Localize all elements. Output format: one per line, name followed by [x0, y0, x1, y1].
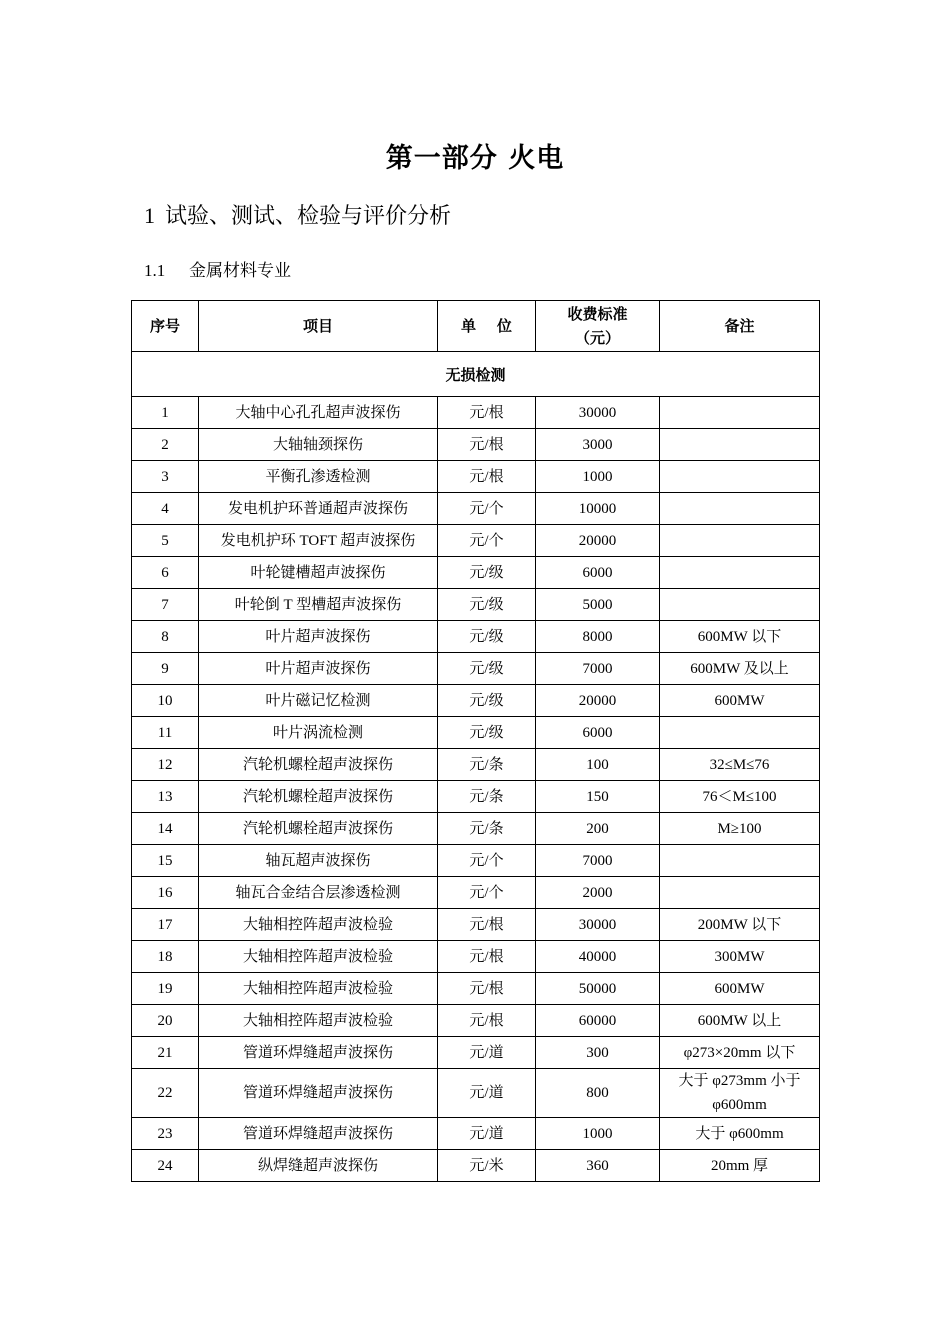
- cell-note: [660, 589, 820, 621]
- cell-no: 14: [132, 813, 199, 845]
- table-row: [132, 1118, 820, 1150]
- cell-note: 600MW 以下: [660, 621, 820, 653]
- table-header-row: [132, 301, 820, 352]
- cell-no: 18: [132, 941, 199, 973]
- category-row: [132, 352, 820, 397]
- cell-note: [660, 877, 820, 909]
- table-row: [132, 877, 820, 909]
- table-row: [132, 717, 820, 749]
- cell-fee: 60000: [536, 1005, 660, 1037]
- cell-no: 16: [132, 877, 199, 909]
- cell-unit: 元/根: [438, 941, 536, 973]
- header-no: 序号: [132, 301, 199, 352]
- cell-fee: 30000: [536, 909, 660, 941]
- cell-no: 10: [132, 685, 199, 717]
- cell-note: 32≤M≤76: [660, 749, 820, 781]
- cell-note: [660, 557, 820, 589]
- cell-unit: 元/根: [438, 973, 536, 1005]
- cell-unit: 元/个: [438, 493, 536, 525]
- table-row: [132, 685, 820, 717]
- cell-item: 叶轮键槽超声波探伤: [199, 557, 438, 589]
- cell-unit: 元/个: [438, 525, 536, 557]
- cell-item: 汽轮机螺栓超声波探伤: [199, 749, 438, 781]
- cell-item: 轴瓦超声波探伤: [199, 845, 438, 877]
- cell-fee: 6000: [536, 557, 660, 589]
- cell-note: 300MW: [660, 941, 820, 973]
- cell-note: M≥100: [660, 813, 820, 845]
- cell-no: 2: [132, 429, 199, 461]
- cell-note: [660, 845, 820, 877]
- cell-fee: 7000: [536, 845, 660, 877]
- cell-fee: 2000: [536, 877, 660, 909]
- cell-no: 11: [132, 717, 199, 749]
- cell-fee: 5000: [536, 589, 660, 621]
- cell-fee: 1000: [536, 461, 660, 493]
- cell-no: 13: [132, 781, 199, 813]
- cell-no: 21: [132, 1037, 199, 1069]
- table-row: [132, 1069, 820, 1118]
- cell-unit: 元/根: [438, 909, 536, 941]
- cell-item: 纵焊缝超声波探伤: [199, 1150, 438, 1182]
- cell-note: 600MW 以上: [660, 1005, 820, 1037]
- cell-no: 24: [132, 1150, 199, 1182]
- cell-note: [660, 717, 820, 749]
- cell-unit: 元/级: [438, 717, 536, 749]
- cell-unit: 元/条: [438, 813, 536, 845]
- cell-note: φ273×20mm 以下: [660, 1037, 820, 1069]
- cell-item: 轴瓦合金结合层渗透检测: [199, 877, 438, 909]
- cell-unit: 元/根: [438, 461, 536, 493]
- cell-fee: 20000: [536, 525, 660, 557]
- cell-no: 23: [132, 1118, 199, 1150]
- cell-fee: 40000: [536, 941, 660, 973]
- cell-fee: 6000: [536, 717, 660, 749]
- cell-unit: 元/级: [438, 557, 536, 589]
- cell-item: 叶片超声波探伤: [199, 621, 438, 653]
- cell-note: [660, 397, 820, 429]
- table-row: [132, 589, 820, 621]
- cell-no: 15: [132, 845, 199, 877]
- cell-fee: 150: [536, 781, 660, 813]
- cell-note: 600MW 及以上: [660, 653, 820, 685]
- cell-unit: 元/条: [438, 749, 536, 781]
- cell-note: [660, 461, 820, 493]
- cell-note: 大于 φ600mm: [660, 1118, 820, 1150]
- cell-item: 大轴轴颈探伤: [199, 429, 438, 461]
- cell-unit: 元/级: [438, 621, 536, 653]
- cell-unit: 元/道: [438, 1069, 536, 1118]
- table-row: [132, 941, 820, 973]
- table-row: [132, 1150, 820, 1182]
- cell-unit: 元/级: [438, 653, 536, 685]
- table-row: [132, 429, 820, 461]
- header-fee: 收费标准（元）: [536, 301, 660, 352]
- cell-no: 5: [132, 525, 199, 557]
- cell-item: 叶片涡流检测: [199, 717, 438, 749]
- cell-item: 叶轮倒 T 型槽超声波探伤: [199, 589, 438, 621]
- cell-note: [660, 493, 820, 525]
- cell-unit: 元/道: [438, 1118, 536, 1150]
- header-item: 项目: [199, 301, 438, 352]
- cell-unit: 元/条: [438, 781, 536, 813]
- cell-fee: 20000: [536, 685, 660, 717]
- cell-note: 600MW: [660, 685, 820, 717]
- cell-note: 200MW 以下: [660, 909, 820, 941]
- cell-fee: 10000: [536, 493, 660, 525]
- cell-item: 大轴相控阵超声波检验: [199, 941, 438, 973]
- cell-item: 发电机护环 TOFT 超声波探伤: [199, 525, 438, 557]
- cell-no: 12: [132, 749, 199, 781]
- header-note: 备注: [660, 301, 820, 352]
- cell-fee: 8000: [536, 621, 660, 653]
- cell-item: 管道环焊缝超声波探伤: [199, 1069, 438, 1118]
- table-row: [132, 557, 820, 589]
- cell-unit: 元/个: [438, 877, 536, 909]
- cell-note: 20mm 厚: [660, 1150, 820, 1182]
- cell-fee: 30000: [536, 397, 660, 429]
- table-row: [132, 397, 820, 429]
- section-heading-1: [144, 199, 451, 230]
- category-label: 无损检测: [132, 352, 820, 397]
- table-row: [132, 493, 820, 525]
- table-row: [132, 653, 820, 685]
- cell-no: 9: [132, 653, 199, 685]
- cell-unit: 元/根: [438, 1005, 536, 1037]
- cell-item: 平衡孔渗透检测: [199, 461, 438, 493]
- cell-note: 600MW: [660, 973, 820, 1005]
- cell-fee: 7000: [536, 653, 660, 685]
- table-row: [132, 1037, 820, 1069]
- section-title: 试验、测试、检验与评价分析: [165, 204, 452, 229]
- cell-unit: 元/根: [438, 397, 536, 429]
- cell-no: 7: [132, 589, 199, 621]
- subsection-number: 1.1: [144, 261, 166, 280]
- cell-item: 管道环焊缝超声波探伤: [199, 1118, 438, 1150]
- cell-no: 19: [132, 973, 199, 1005]
- table-row: [132, 813, 820, 845]
- fee-table: [131, 300, 820, 1182]
- cell-unit: 元/个: [438, 845, 536, 877]
- cell-no: 6: [132, 557, 199, 589]
- cell-no: 17: [132, 909, 199, 941]
- cell-item: 大轴相控阵超声波检验: [199, 973, 438, 1005]
- cell-item: 发电机护环普通超声波探伤: [199, 493, 438, 525]
- cell-item: 汽轮机螺栓超声波探伤: [199, 781, 438, 813]
- cell-no: 20: [132, 1005, 199, 1037]
- cell-fee: 200: [536, 813, 660, 845]
- cell-item: 叶片超声波探伤: [199, 653, 438, 685]
- cell-no: 8: [132, 621, 199, 653]
- cell-fee: 1000: [536, 1118, 660, 1150]
- cell-no: 4: [132, 493, 199, 525]
- cell-no: 22: [132, 1069, 199, 1118]
- cell-fee: 300: [536, 1037, 660, 1069]
- cell-item: 大轴相控阵超声波检验: [199, 909, 438, 941]
- table-row: [132, 749, 820, 781]
- table-row: [132, 973, 820, 1005]
- cell-note: 76＜M≤100: [660, 781, 820, 813]
- header-unit: 单 位: [438, 301, 536, 352]
- cell-no: 3: [132, 461, 199, 493]
- cell-unit: 元/级: [438, 589, 536, 621]
- cell-item: 大轴中心孔孔超声波探伤: [199, 397, 438, 429]
- cell-fee: 800: [536, 1069, 660, 1118]
- table-row: [132, 845, 820, 877]
- cell-fee: 3000: [536, 429, 660, 461]
- table-row: [132, 781, 820, 813]
- subsection-heading-1-1: [144, 256, 291, 281]
- cell-item: 汽轮机螺栓超声波探伤: [199, 813, 438, 845]
- table-row: [132, 461, 820, 493]
- section-number: 1: [144, 203, 155, 228]
- cell-no: 1: [132, 397, 199, 429]
- cell-unit: 元/根: [438, 429, 536, 461]
- table-row: [132, 909, 820, 941]
- cell-fee: 50000: [536, 973, 660, 1005]
- cell-item: 大轴相控阵超声波检验: [199, 1005, 438, 1037]
- cell-unit: 元/米: [438, 1150, 536, 1182]
- cell-fee: 360: [536, 1150, 660, 1182]
- cell-item: 管道环焊缝超声波探伤: [199, 1037, 438, 1069]
- part-title: 第一部分 火电: [385, 143, 565, 174]
- cell-note: 大于 φ273mm 小于 φ600mm: [660, 1069, 820, 1118]
- table-row: [132, 525, 820, 557]
- cell-fee: 100: [536, 749, 660, 781]
- cell-unit: 元/级: [438, 685, 536, 717]
- cell-unit: 元/道: [438, 1037, 536, 1069]
- cell-note: [660, 429, 820, 461]
- table-row: [132, 1005, 820, 1037]
- cell-item: 叶片磁记忆检测: [199, 685, 438, 717]
- cell-note: [660, 525, 820, 557]
- subsection-title: 金属材料专业: [189, 261, 291, 281]
- table-row: [132, 621, 820, 653]
